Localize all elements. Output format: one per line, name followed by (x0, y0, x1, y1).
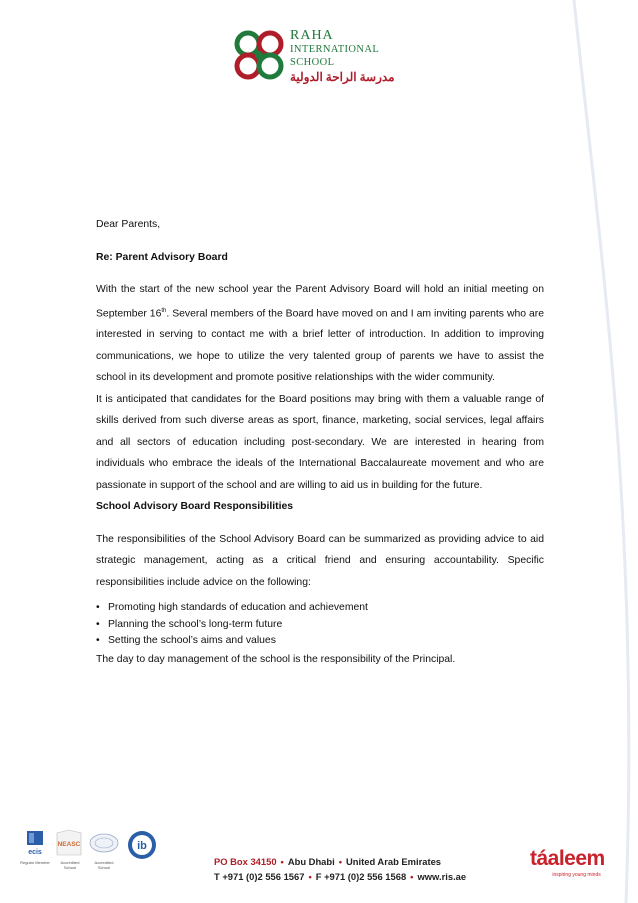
address-line (214, 854, 466, 869)
ecis-logo (20, 829, 50, 865)
responsibilities-list (96, 600, 544, 650)
school-name-line1: RAHA (290, 28, 334, 43)
letter-body (96, 214, 544, 670)
footer-contact (214, 854, 466, 884)
school-logo (228, 24, 408, 94)
section-heading: School Advisory Board Responsibilities (96, 501, 294, 513)
ecis-sublabel: Regular Member (20, 860, 50, 865)
list-item: • Promoting high standards of education and achievement (96, 600, 544, 617)
school-wordmark (290, 28, 420, 85)
accreditation-logos (20, 829, 174, 877)
ib-logo (126, 829, 158, 866)
list-item: • Planning the school’s long-term future (96, 617, 544, 634)
paragraph-1 (96, 279, 544, 389)
neasc-icon (55, 829, 83, 859)
paragraph-1-superscript: th (161, 307, 167, 314)
ib-icon (126, 829, 158, 861)
taaleem-tagline: inspiring young minds (552, 872, 601, 878)
separator: • (338, 856, 343, 867)
neasc-logo (55, 829, 85, 870)
paragraph-3: The responsibilities of the School Advisory Board can be summarized as providing advice to aid strategic management, acting as a critical friend and ensuring accountability. Specific responsibilities include advice on the following: (96, 533, 544, 588)
list-item: • Setting the school’s aims and values (96, 633, 544, 650)
separator: • (410, 871, 414, 882)
taaleem-name: táaleem (530, 847, 605, 870)
ib-text: ib (137, 840, 147, 852)
school-emblem-icon (228, 24, 290, 86)
cis-globe-icon (88, 829, 120, 859)
salutation: Dear Parents, (96, 219, 161, 230)
country: United Arab Emirates (346, 856, 442, 867)
city: Abu Dhabi (287, 856, 335, 867)
neasc-sublabel: Accredited School (60, 860, 80, 870)
separator: • (308, 871, 312, 882)
school-name-arabic: مدرسة الراحة الدولية (290, 70, 395, 84)
fax: F +971 (0)2 556 1568 (315, 871, 407, 882)
phone-line (214, 869, 466, 884)
paragraph-2: It is anticipated that candidates for the Board positions may bring with them a valuable range of skills derived from such diverse areas as sport, finance, marketing, social services, legal affairs and all sectors of education including post-secondary. We are interested in hearing from individuals who embrace the ideals of the International Baccalaureate movement and who are passionate in support of the school and are willing to aid us in building for the future. (96, 393, 544, 491)
school-name-line2: INTERNATIONAL (290, 44, 380, 55)
paragraph-1-part-b: . Several members of the Board have moved on and I am inviting parents who are interested in serving to contact me with a brief letter of introduction. In addition to improving communications, we hope to utilize the very talented group of parents we have to assist the school in its development and promote positive relationships with the wider community. (96, 307, 544, 384)
paragraph-1-part-a: With the start of the new school year the Parent Advisory Board will hold an initial meeting on September 16 (96, 284, 544, 319)
school-name-line3: SCHOOL (290, 57, 335, 68)
cis-logo (88, 829, 120, 870)
website-link[interactable]: www.ris.ae (417, 871, 467, 882)
taaleem-logo (530, 848, 605, 878)
neasc-text: NEASC (57, 841, 81, 848)
ecis-book-icon (24, 829, 46, 859)
telephone: T +971 (0)2 556 1567 (214, 871, 305, 882)
separator: • (280, 856, 284, 867)
ecis-text: ecis (28, 849, 42, 856)
cis-sublabel: Accredited School (94, 860, 114, 870)
po-box: PO Box 34150 (214, 856, 277, 867)
closing-sentence: The day to day management of the school is the responsibility of the Principal. (96, 653, 456, 665)
subject-line: Re: Parent Advisory Board (96, 251, 228, 263)
